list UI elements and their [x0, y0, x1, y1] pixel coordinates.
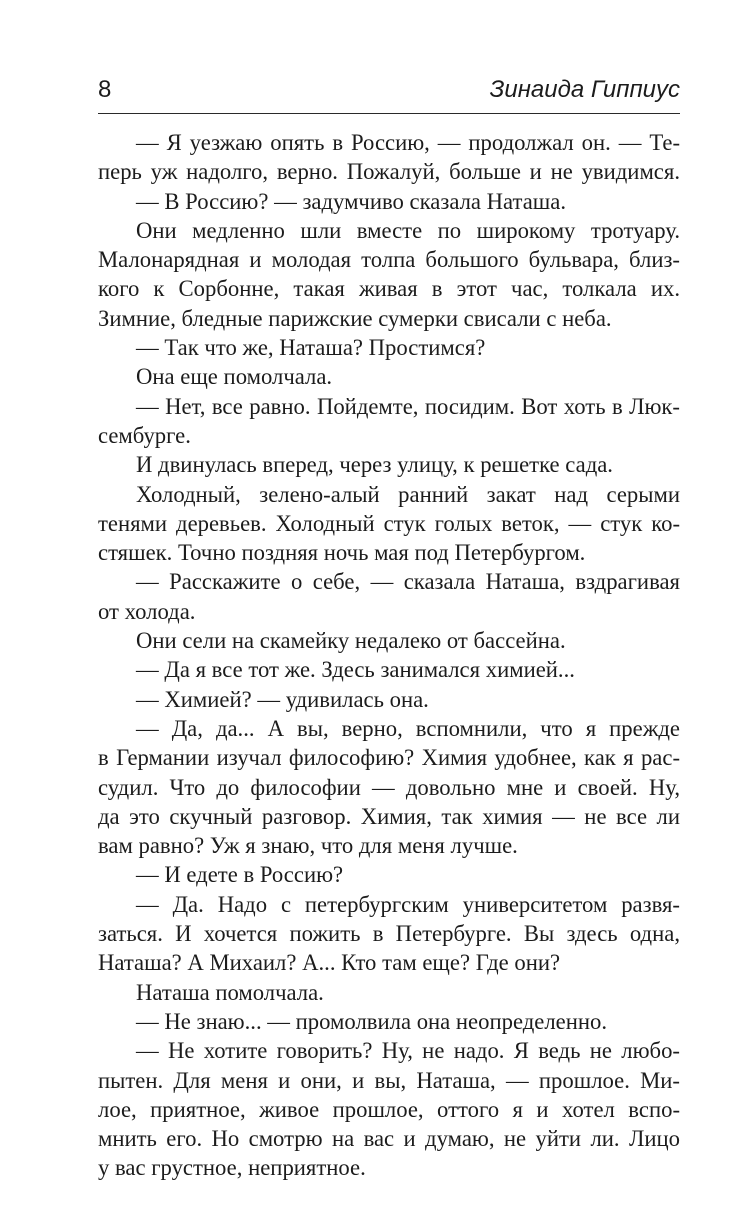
text-line: — Не хотите говорить? Ну, не надо. Я ведь не любо-: [136, 1038, 680, 1064]
text-line: заться. И хочется пожить в Петербурге. Вы здесь одна,: [98, 921, 680, 947]
text-line: Она еще помолчала.: [136, 364, 333, 390]
running-head: [98, 72, 680, 106]
text-line: Наташа помолчала.: [136, 979, 324, 1005]
text-line: И двинулась вперед, через улицу, к решетке сада.: [136, 452, 613, 478]
text-line: Холодный, зелено-алый ранний закат над серыми: [136, 481, 680, 507]
text-line: от холода.: [98, 598, 196, 624]
text-line: стяшек. Точно поздняя ночь мая под Петербургом.: [98, 540, 586, 566]
text-line: пытен. Для меня и они, и вы, Наташа, — прошлое. Ми-: [98, 1067, 680, 1093]
text-line: — Не знаю... — промолвила она неопределенно.: [136, 1008, 608, 1034]
text-line: у вас грустное, неприятное.: [98, 1155, 366, 1181]
text-line: Малонарядная и молодая толпа большого бульвара, близ-: [98, 247, 680, 273]
text-line: — Расскажите о себе, — сказала Наташа, вздрагивая: [136, 569, 680, 595]
text-line: — Да, да... А вы, верно, вспомнили, что я прежде: [136, 715, 680, 741]
text-line: — В Россию? — задумчиво сказала Наташа.: [136, 188, 567, 214]
text-line: Наташа? А Михаил? А... Кто там еще? Где они?: [98, 950, 561, 976]
text-line: Зимние, бледные парижские сумерки свисали с неба.: [98, 305, 612, 331]
text-line: — Так что же, Наташа? Простимся?: [136, 335, 486, 361]
text-line: — Да. Надо с петербургским университетом развя-: [136, 891, 680, 917]
text-line: мнить его. Но смотрю на вас и думаю, не уйти ли. Лицо: [98, 1126, 680, 1152]
text-body: [98, 128, 680, 1183]
text-line: тенями деревьев. Холодный стук голых веток, — стук ко-: [98, 510, 680, 536]
text-line: кого к Сорбонне, такая живая в этот час, толкала их.: [98, 276, 680, 302]
page-number: 8: [98, 76, 112, 103]
text-line: сембурге.: [98, 422, 191, 448]
text-line: в Германии изучал философию? Химия удобнее, как я рас-: [98, 745, 680, 771]
text-line: лое, приятное, живое прошлое, оттого я и хотел вспо-: [98, 1096, 680, 1122]
text-line: — Химией? — удивилась она.: [136, 686, 429, 712]
text-line: — Я уезжаю опять в Россию, — продолжал он. — Те-: [136, 130, 680, 155]
running-title: Зинаида Гиппиус: [489, 76, 680, 103]
text-line: Они медленно шли вместе по широкому тротуару.: [136, 217, 680, 243]
text-line: да это скучный разговор. Химия, так химия — не все ли: [98, 803, 680, 829]
text-line: — И едете в Россию?: [136, 862, 344, 888]
text-line: Они сели на скамейку недалеко от бассейна.: [136, 628, 566, 654]
text-line: судил. Что до философии — довольно мне и своей. Ну,: [98, 774, 680, 800]
text-line: вам равно? Уж я знаю, что для меня лучше.: [98, 833, 518, 859]
header-rule: [98, 113, 680, 114]
text-line: — Нет, все равно. Пойдемте, посидим. Вот хоть в Люк-: [136, 393, 680, 419]
text-line: — Да я все тот же. Здесь занимался химией...: [136, 657, 575, 683]
text-line: перь уж надолго, верно. Пожалуй, больше и не увидимся.: [98, 159, 680, 185]
